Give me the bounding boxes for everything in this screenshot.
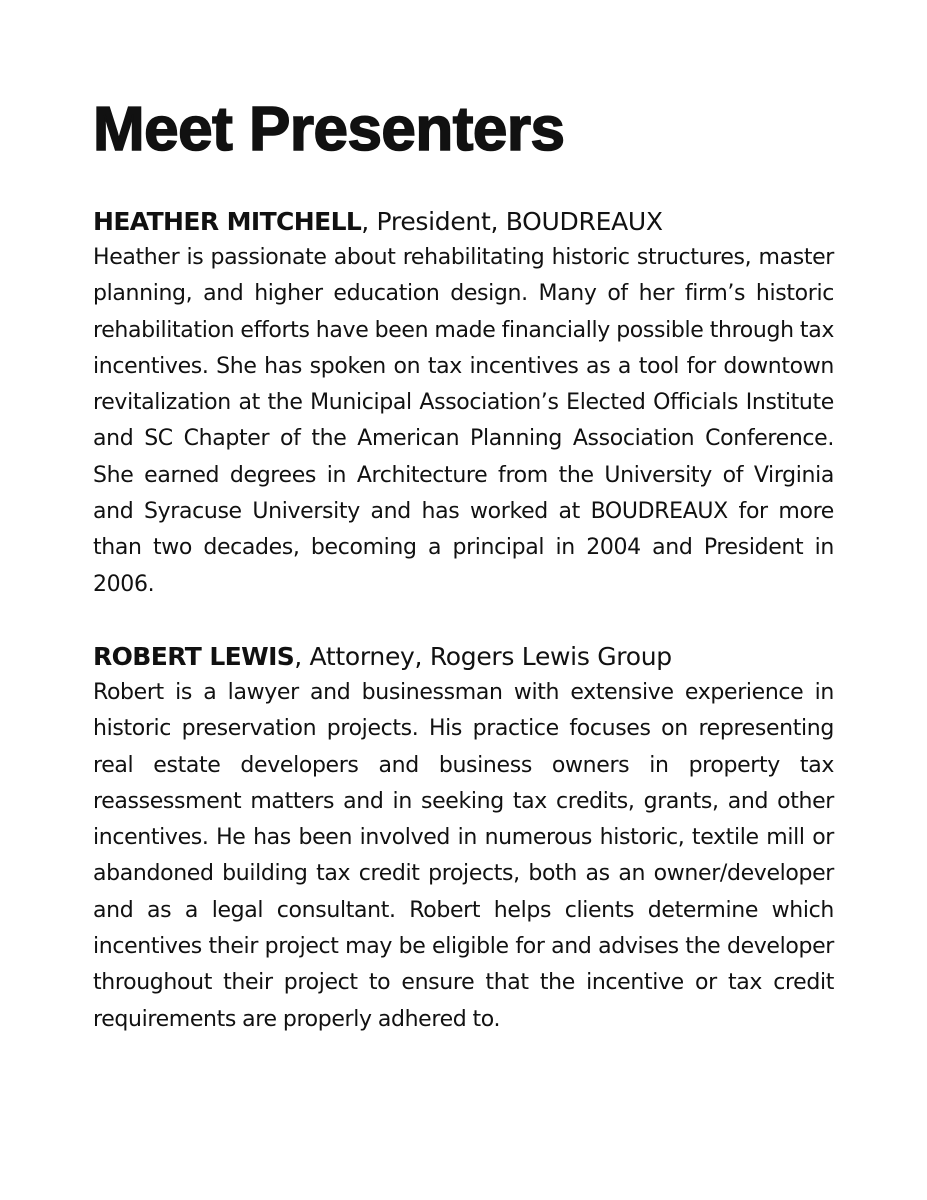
presenter-bio: Heather is passionate about rehabilitating historic structures, master planning, and higher education design. Many of her firm’s historic rehabilitation efforts have been made financially possible through tax incentives. She has spoken on tax incentives as a tool for downtown revitalization at the Municipal Association’s Elected Officials Institute and SC Chapter of the American Planning Association Conference. She earned degrees in Architecture from the University of Virginia and Syracuse University and has worked at BOUDREAUX for more than two decades, becoming a principal in 2004 and President in 2006. xyxy=(93,245,834,597)
presenter-name: HEATHER MITCHELL xyxy=(93,207,362,236)
page-title: Meet Presenters xyxy=(93,95,565,164)
presenter-heading xyxy=(93,204,834,240)
presenter-name: ROBERT LEWIS xyxy=(93,641,295,671)
presenter-role: , Attorney, Rogers Lewis Group xyxy=(294,641,672,671)
presenter-heading xyxy=(93,639,834,675)
presenter-robert-lewis xyxy=(93,639,834,1038)
document-page xyxy=(93,92,834,1074)
presenter-role: , President, BOUDREAUX xyxy=(361,207,663,236)
presenter-bio: Robert is a lawyer and businessman with extensive experience in historic preservation projects. His practice focuses on representing real estate developers and business owners in property tax reassessment matters and in seeking tax credits, grants, and other incentives. He has been involved in numerous historic, textile mill or abandoned building tax credit projects, both as an owner/developer and as a legal consultant. Robert helps clients determine which incentives their project may be eligible for and advises the developer throughout their project to ensure that the incentive or tax credit requirements are properly adhered to. xyxy=(93,679,834,1032)
presenter-heather-mitchell xyxy=(93,204,834,603)
